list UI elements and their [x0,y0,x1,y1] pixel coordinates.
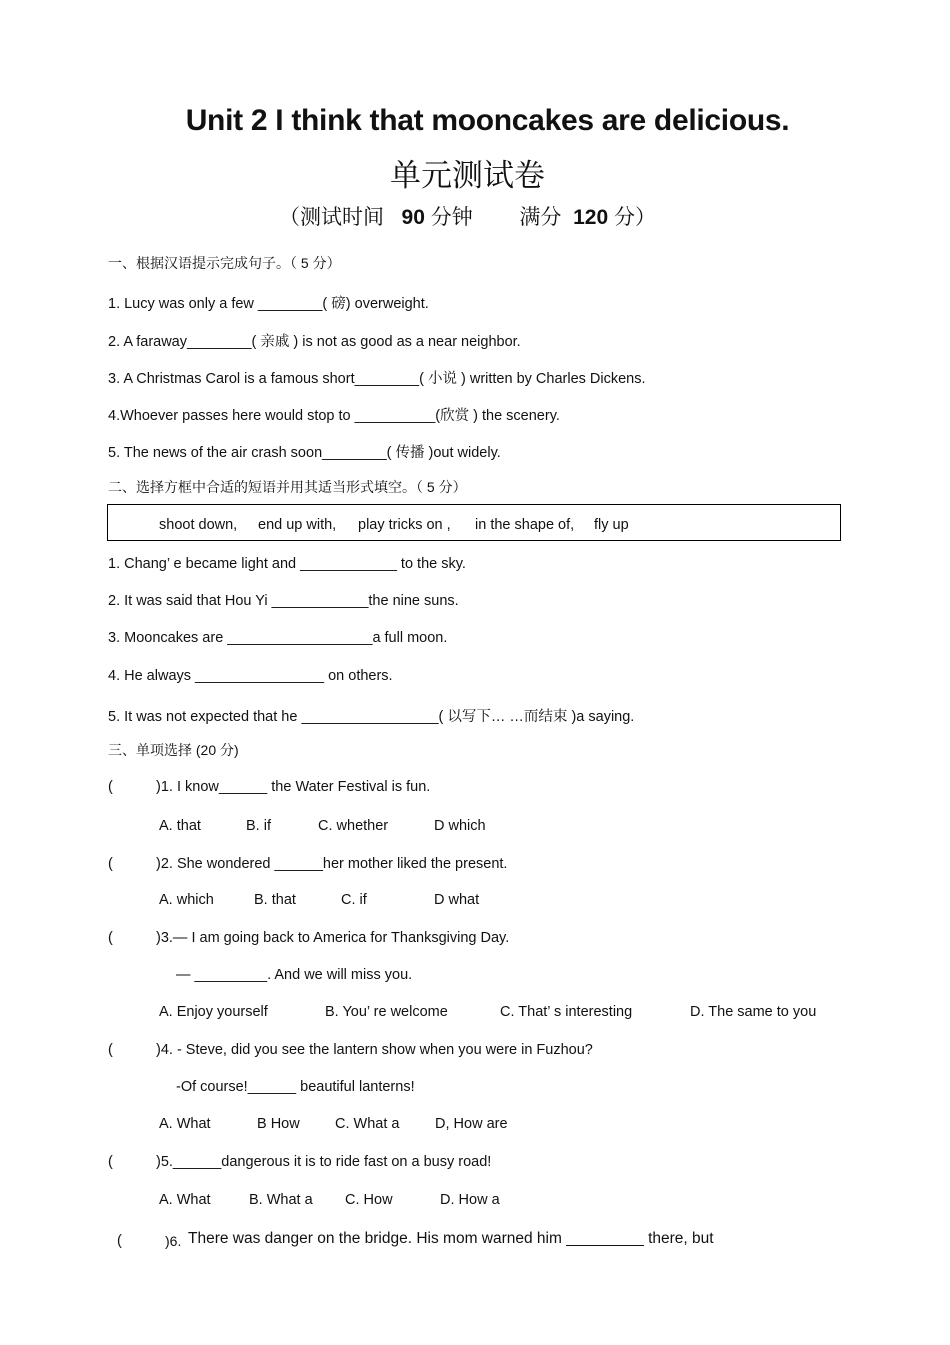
q2-paren: ( [108,856,113,872]
meta-open: （测试时间 [279,206,385,229]
phrase-4: in the shape of, [475,517,575,533]
q4-reply: -Of course!______ beautiful lanterns! [176,1079,415,1095]
s1-item-1: 1. Lucy was only a few ________( 磅) overweight. [108,296,429,312]
q1-option-a: A. that [159,818,201,834]
section2-heading: 二、选择方框中合适的短语并用其适当形式填空。（ 5 分） [108,479,467,495]
q4-option-b: B How [257,1116,300,1132]
time-value: 90 [401,206,425,229]
q3-option-d: D. The same to you [690,1004,817,1020]
q5-paren: ( [108,1154,113,1170]
q2-stem: )2. She wondered ______her mother liked the present. [156,856,508,872]
exam-meta [0,201,935,231]
q3-paren: ( [108,930,113,946]
time-unit: 分钟 [430,206,473,229]
s2-item-2: 2. It was said that Hou Yi ____________the nine suns. [108,593,459,609]
q6-stem: There was danger on the bridge. His mom warned him _________ there, but [188,1230,714,1247]
q3-reply: — _________. And we will miss you. [176,967,413,983]
q1-stem: )1. I know______ the Water Festival is fun. [156,779,431,795]
s1-item-5: 5. The news of the air crash soon________( 传播 )out widely. [108,445,501,461]
q5-option-b: B. What a [249,1192,313,1208]
score-unit: 分） [613,206,656,229]
score-value: 120 [573,206,609,229]
s1-item-2: 2. A faraway________( 亲戚 ) is not as good as a near neighbor. [108,334,521,350]
q2-option-d: D what [434,892,480,908]
q1-option-c: C. whether [318,818,389,834]
q2-option-c: C. if [341,892,367,908]
q1-option-b: B. if [246,818,271,834]
q4-option-c: C. What a [335,1116,400,1132]
q5-option-a: A. What [159,1192,211,1208]
phrase-2: end up with, [258,517,337,533]
section1-heading: 一、根据汉语提示完成句子。（ 5 分） [108,255,341,271]
q3-option-a: A. Enjoy yourself [159,1004,268,1020]
s2-item-5: 5. It was not expected that he _________________( 以写下… …而结束 )a saying. [108,709,635,725]
page-title: Unit 2 I think that mooncakes are delicious. [185,104,790,137]
q2-option-b: B. that [254,892,296,908]
phrase-3: play tricks on , [358,517,451,533]
q4-option-a: A. What [159,1116,211,1132]
q5-stem: )5.______dangerous it is to ride fast on a busy road! [156,1154,492,1170]
page-subtitle: 单元测试卷 [390,158,545,194]
q1-option-d: D which [434,818,486,834]
phrase-box [107,504,841,541]
phrase-1: shoot down, [159,517,238,533]
q1-paren: ( [108,779,113,795]
score-label: 满分 [519,206,562,229]
phrase-5: fly up [594,517,629,533]
section3-heading: 三、单项选择 (20 分) [108,742,239,758]
s2-item-1: 1. Chang’ e became light and ____________ to the sky. [108,556,466,572]
q6-paren: ( [117,1233,122,1249]
q6-number: )6. [165,1233,182,1249]
q3-option-b: B. You’ re welcome [325,1004,448,1020]
q5-option-c: C. How [345,1192,393,1208]
q3-option-c: C. That’ s interesting [500,1004,633,1020]
s1-item-3: 3. A Christmas Carol is a famous short________( 小说 ) written by Charles Dickens. [108,371,646,387]
q4-paren: ( [108,1042,113,1058]
s2-item-4: 4. He always ________________ on others. [108,668,393,684]
q3-stem: )3.— I am going back to America for Thanksgiving Day. [156,930,510,946]
s2-item-3: 3. Mooncakes are __________________a full moon. [108,630,448,646]
q2-option-a: A. which [159,892,214,908]
q5-option-d: D. How a [440,1192,500,1208]
q4-stem: )4. - Steve, did you see the lantern show when you were in Fuzhou? [156,1042,593,1058]
s1-item-4: 4.Whoever passes here would stop to __________(欣赏 ) the scenery. [108,408,560,424]
q4-option-d: D, How are [435,1116,508,1132]
